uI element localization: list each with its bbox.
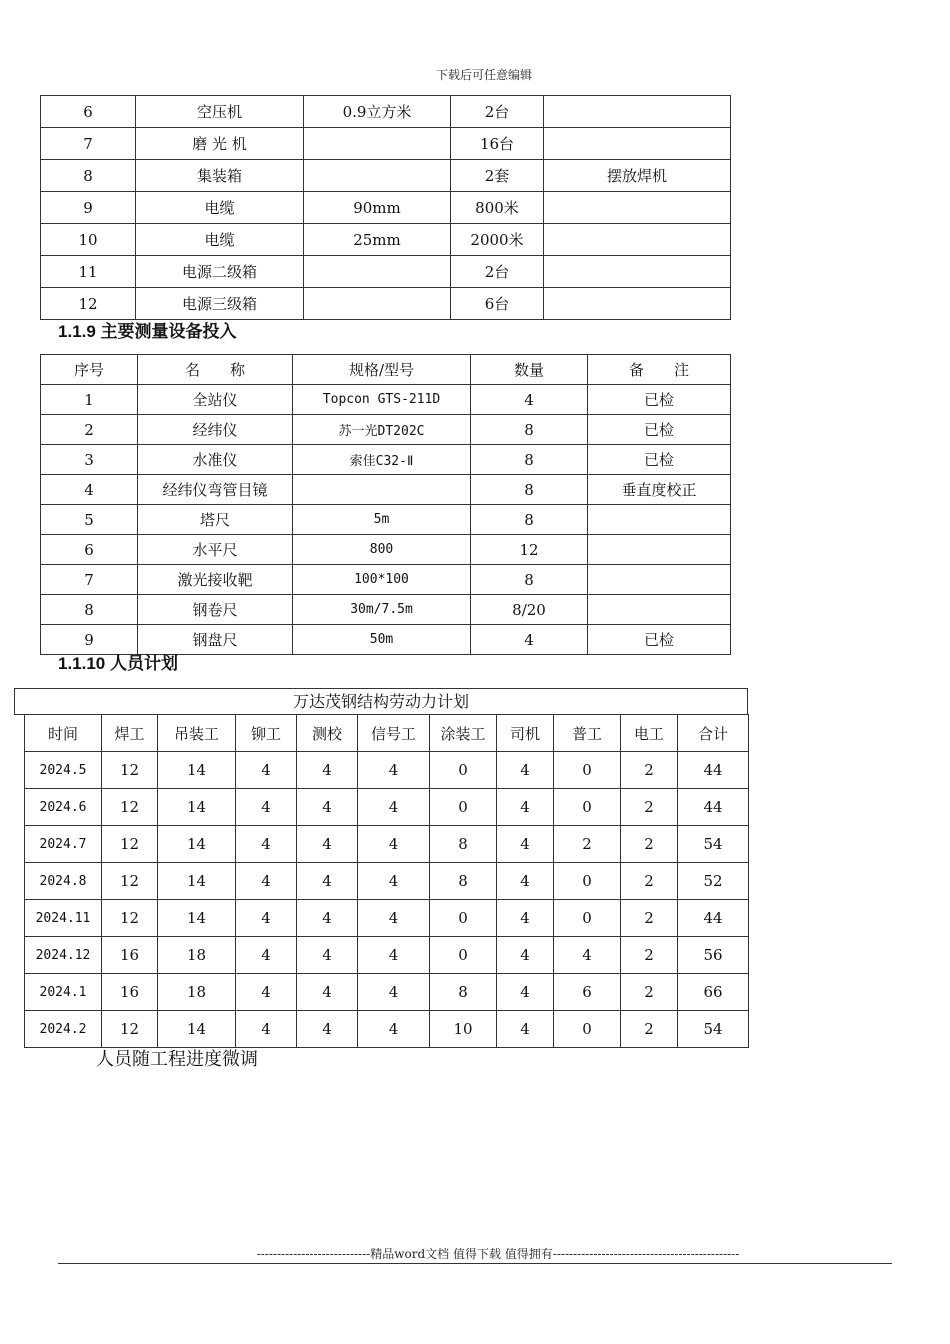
column-header: 吊装工 xyxy=(158,715,236,752)
table-cell: 14 xyxy=(158,863,236,900)
column-header: 焊工 xyxy=(102,715,158,752)
table-row xyxy=(25,863,749,900)
table-row xyxy=(41,415,731,445)
table-cell: 2024.8 xyxy=(25,863,102,900)
table-cell xyxy=(544,256,731,288)
table-cell xyxy=(293,475,471,505)
table-cell: 4 xyxy=(297,826,358,863)
table-cell: 6 xyxy=(554,974,621,1011)
table-cell: 经纬仪弯管目镜 xyxy=(138,475,293,505)
table-row xyxy=(41,445,731,475)
column-header: 数量 xyxy=(471,355,588,385)
table-row xyxy=(41,595,731,625)
table-cell: 4 xyxy=(236,937,297,974)
table-cell: 0 xyxy=(430,789,497,826)
table-cell: 4 xyxy=(497,974,554,1011)
table-header-row xyxy=(25,715,749,752)
table-row xyxy=(41,224,731,256)
table-cell: 100*100 xyxy=(293,565,471,595)
column-header: 序号 xyxy=(41,355,138,385)
table-cell: 0 xyxy=(554,863,621,900)
table-cell: 18 xyxy=(158,937,236,974)
table-cell: 空压机 xyxy=(136,96,304,128)
table-row xyxy=(25,974,749,1011)
table-cell: 已检 xyxy=(588,445,731,475)
table-cell: 12 xyxy=(102,826,158,863)
table-cell: 8 xyxy=(41,595,138,625)
table-cell: 8 xyxy=(471,475,588,505)
table-cell: 6 xyxy=(41,535,138,565)
table-cell: 2024.5 xyxy=(25,752,102,789)
table-cell: 塔尺 xyxy=(138,505,293,535)
table-cell xyxy=(544,96,731,128)
table-row xyxy=(41,385,731,415)
table-cell: 56 xyxy=(678,937,749,974)
table-cell: 已检 xyxy=(588,385,731,415)
table-cell: 54 xyxy=(678,826,749,863)
column-header: 司机 xyxy=(497,715,554,752)
table-cell: 6台 xyxy=(451,288,544,320)
table-cell: 12 xyxy=(102,752,158,789)
table-cell: 4 xyxy=(297,752,358,789)
table-row xyxy=(25,789,749,826)
table-cell xyxy=(544,288,731,320)
table-cell: 4 xyxy=(236,900,297,937)
table-cell: 8 xyxy=(430,863,497,900)
table-cell: 44 xyxy=(678,900,749,937)
table-cell: 2 xyxy=(621,900,678,937)
table-row xyxy=(25,937,749,974)
table-cell: 4 xyxy=(358,937,430,974)
column-header: 名 称 xyxy=(138,355,293,385)
page-footer: ----------------------------精品word文档 值得下载 值得拥有---------------------------------------------- xyxy=(256,1247,740,1261)
column-header: 铆工 xyxy=(236,715,297,752)
table-cell: 54 xyxy=(678,1011,749,1048)
table-cell xyxy=(304,128,451,160)
table-cell: 6 xyxy=(41,96,136,128)
table-cell: Topcon GTS-211D xyxy=(293,385,471,415)
table-cell xyxy=(544,128,731,160)
table-cell: 索佳C32-Ⅱ xyxy=(293,445,471,475)
table-cell: 2 xyxy=(621,826,678,863)
table-cell: 0 xyxy=(554,900,621,937)
table-cell: 0 xyxy=(430,937,497,974)
table-cell: 18 xyxy=(158,974,236,1011)
table-cell: 10 xyxy=(430,1011,497,1048)
table-cell: 水准仪 xyxy=(138,445,293,475)
table-cell: 激光接收靶 xyxy=(138,565,293,595)
table-cell: 8/20 xyxy=(471,595,588,625)
table-cell: 4 xyxy=(358,1011,430,1048)
table-cell: 2024.11 xyxy=(25,900,102,937)
section-title-survey-equipment: 1.1.9 主要测量设备投入 xyxy=(58,322,237,341)
table-row xyxy=(41,128,731,160)
table-cell: 14 xyxy=(158,1011,236,1048)
table-cell: 4 xyxy=(297,974,358,1011)
table-cell: 4 xyxy=(236,826,297,863)
table-cell: 0 xyxy=(430,752,497,789)
table-cell: 4 xyxy=(497,1011,554,1048)
table-cell: 4 xyxy=(497,752,554,789)
table-cell: 电缆 xyxy=(136,224,304,256)
table-cell xyxy=(588,595,731,625)
table-cell xyxy=(304,256,451,288)
table-cell: 8 xyxy=(471,445,588,475)
table-cell: 12 xyxy=(471,535,588,565)
table-cell: 电源二级箱 xyxy=(136,256,304,288)
table-row xyxy=(41,160,731,192)
column-header: 信号工 xyxy=(358,715,430,752)
table-cell: 12 xyxy=(102,789,158,826)
table-cell: 25mm xyxy=(304,224,451,256)
table-cell: 0 xyxy=(554,1011,621,1048)
table-cell: 4 xyxy=(497,863,554,900)
table-cell: 30m/7.5m xyxy=(293,595,471,625)
table-cell: 2 xyxy=(621,937,678,974)
table-cell: 4 xyxy=(236,752,297,789)
table-row xyxy=(25,900,749,937)
staffing-note: 人员随工程进度微调 xyxy=(96,1049,258,1070)
table-cell: 2000米 xyxy=(451,224,544,256)
labor-plan-table xyxy=(24,714,749,1048)
table-cell: 2 xyxy=(621,974,678,1011)
column-header: 规格/型号 xyxy=(293,355,471,385)
table-cell: 3 xyxy=(41,445,138,475)
table-cell: 0 xyxy=(430,900,497,937)
table-cell: 2 xyxy=(554,826,621,863)
table-cell: 10 xyxy=(41,224,136,256)
table-cell: 4 xyxy=(358,863,430,900)
table-cell: 集装箱 xyxy=(136,160,304,192)
table-cell: 16台 xyxy=(451,128,544,160)
table-row xyxy=(41,192,731,224)
table-cell: 12 xyxy=(41,288,136,320)
table-cell: 8 xyxy=(41,160,136,192)
table-cell: 8 xyxy=(430,826,497,863)
table-cell: 经纬仪 xyxy=(138,415,293,445)
table-cell: 8 xyxy=(471,415,588,445)
survey-equipment-table xyxy=(40,354,731,655)
table-row xyxy=(25,1011,749,1048)
table-cell: 14 xyxy=(158,826,236,863)
table-cell: 4 xyxy=(471,385,588,415)
table-cell: 已检 xyxy=(588,415,731,445)
table-cell: 2024.2 xyxy=(25,1011,102,1048)
table-cell: 0.9立方米 xyxy=(304,96,451,128)
table-cell: 4 xyxy=(358,826,430,863)
table-row xyxy=(41,256,731,288)
table-cell: 电源三级箱 xyxy=(136,288,304,320)
table-cell: 4 xyxy=(554,937,621,974)
table-cell: 已检 xyxy=(588,625,731,655)
table-cell: 2 xyxy=(41,415,138,445)
table-cell: 52 xyxy=(678,863,749,900)
table-cell: 5 xyxy=(41,505,138,535)
table-cell: 4 xyxy=(236,863,297,900)
table-cell: 14 xyxy=(158,900,236,937)
table-cell: 12 xyxy=(102,1011,158,1048)
table-cell: 4 xyxy=(358,752,430,789)
table-cell: 2台 xyxy=(451,96,544,128)
table-cell: 16 xyxy=(102,974,158,1011)
table-cell: 钢卷尺 xyxy=(138,595,293,625)
table-cell: 4 xyxy=(497,826,554,863)
table-cell xyxy=(588,565,731,595)
table-cell: 4 xyxy=(41,475,138,505)
table-cell: 8 xyxy=(471,505,588,535)
equipment-table xyxy=(40,95,731,320)
column-header: 合计 xyxy=(678,715,749,752)
table-cell: 4 xyxy=(297,863,358,900)
table-cell: 44 xyxy=(678,789,749,826)
table-cell: 7 xyxy=(41,128,136,160)
table-row xyxy=(41,505,731,535)
table-cell: 4 xyxy=(297,1011,358,1048)
table-cell: 4 xyxy=(297,900,358,937)
table-cell: 4 xyxy=(236,974,297,1011)
table-cell: 12 xyxy=(102,863,158,900)
table-cell: 4 xyxy=(297,789,358,826)
table-cell: 4 xyxy=(471,625,588,655)
table-row xyxy=(41,625,731,655)
section-title-staffing-plan: 1.1.10 人员计划 xyxy=(58,654,178,673)
table-cell: 50m xyxy=(293,625,471,655)
table-cell: 7 xyxy=(41,565,138,595)
table-cell: 16 xyxy=(102,937,158,974)
column-header: 普工 xyxy=(554,715,621,752)
table-cell: 4 xyxy=(358,900,430,937)
table-cell: 磨 光 机 xyxy=(136,128,304,160)
table-cell: 9 xyxy=(41,625,138,655)
table-cell: 2 xyxy=(621,789,678,826)
labor-plan-title: 万达茂钢结构劳动力计划 xyxy=(14,688,748,715)
table-cell: 2套 xyxy=(451,160,544,192)
table-cell: 水平尺 xyxy=(138,535,293,565)
table-cell xyxy=(588,505,731,535)
table-cell: 2 xyxy=(621,1011,678,1048)
table-cell: 14 xyxy=(158,789,236,826)
table-cell xyxy=(304,160,451,192)
table-row xyxy=(41,475,731,505)
column-header: 测校 xyxy=(297,715,358,752)
table-cell xyxy=(544,224,731,256)
table-cell: 垂直度校正 xyxy=(588,475,731,505)
table-cell: 钢盘尺 xyxy=(138,625,293,655)
table-cell: 4 xyxy=(236,1011,297,1048)
table-row xyxy=(41,288,731,320)
table-cell xyxy=(304,288,451,320)
table-cell: 4 xyxy=(497,900,554,937)
table-cell: 4 xyxy=(358,789,430,826)
table-row xyxy=(41,535,731,565)
table-cell xyxy=(588,535,731,565)
table-cell: 2024.1 xyxy=(25,974,102,1011)
table-cell: 全站仪 xyxy=(138,385,293,415)
table-cell: 8 xyxy=(430,974,497,1011)
table-cell: 44 xyxy=(678,752,749,789)
table-cell: 5m xyxy=(293,505,471,535)
table-cell: 2024.6 xyxy=(25,789,102,826)
table-cell: 2024.7 xyxy=(25,826,102,863)
column-header: 时间 xyxy=(25,715,102,752)
table-cell: 0 xyxy=(554,789,621,826)
table-cell: 4 xyxy=(236,789,297,826)
table-cell: 2台 xyxy=(451,256,544,288)
table-cell: 12 xyxy=(102,900,158,937)
table-row xyxy=(25,826,749,863)
table-cell: 800 xyxy=(293,535,471,565)
table-cell: 摆放焊机 xyxy=(544,160,731,192)
table-cell: 90mm xyxy=(304,192,451,224)
page-header: 下载后可任意编辑 xyxy=(435,68,532,82)
column-header: 电工 xyxy=(621,715,678,752)
table-header-row xyxy=(41,355,731,385)
table-cell: 苏一光DT202C xyxy=(293,415,471,445)
column-header: 涂装工 xyxy=(430,715,497,752)
table-cell: 4 xyxy=(497,789,554,826)
table-cell: 4 xyxy=(358,974,430,1011)
table-cell: 0 xyxy=(554,752,621,789)
table-cell: 2024.12 xyxy=(25,937,102,974)
table-cell: 2 xyxy=(621,863,678,900)
table-cell: 4 xyxy=(497,937,554,974)
table-cell: 11 xyxy=(41,256,136,288)
table-row xyxy=(25,752,749,789)
table-cell: 66 xyxy=(678,974,749,1011)
table-cell: 14 xyxy=(158,752,236,789)
table-cell: 电缆 xyxy=(136,192,304,224)
table-row xyxy=(41,565,731,595)
table-cell: 2 xyxy=(621,752,678,789)
table-cell: 9 xyxy=(41,192,136,224)
table-cell: 1 xyxy=(41,385,138,415)
table-cell: 8 xyxy=(471,565,588,595)
table-cell xyxy=(544,192,731,224)
table-cell: 800米 xyxy=(451,192,544,224)
table-cell: 4 xyxy=(297,937,358,974)
column-header: 备 注 xyxy=(588,355,731,385)
table-row xyxy=(41,96,731,128)
footer-divider xyxy=(58,1263,892,1264)
